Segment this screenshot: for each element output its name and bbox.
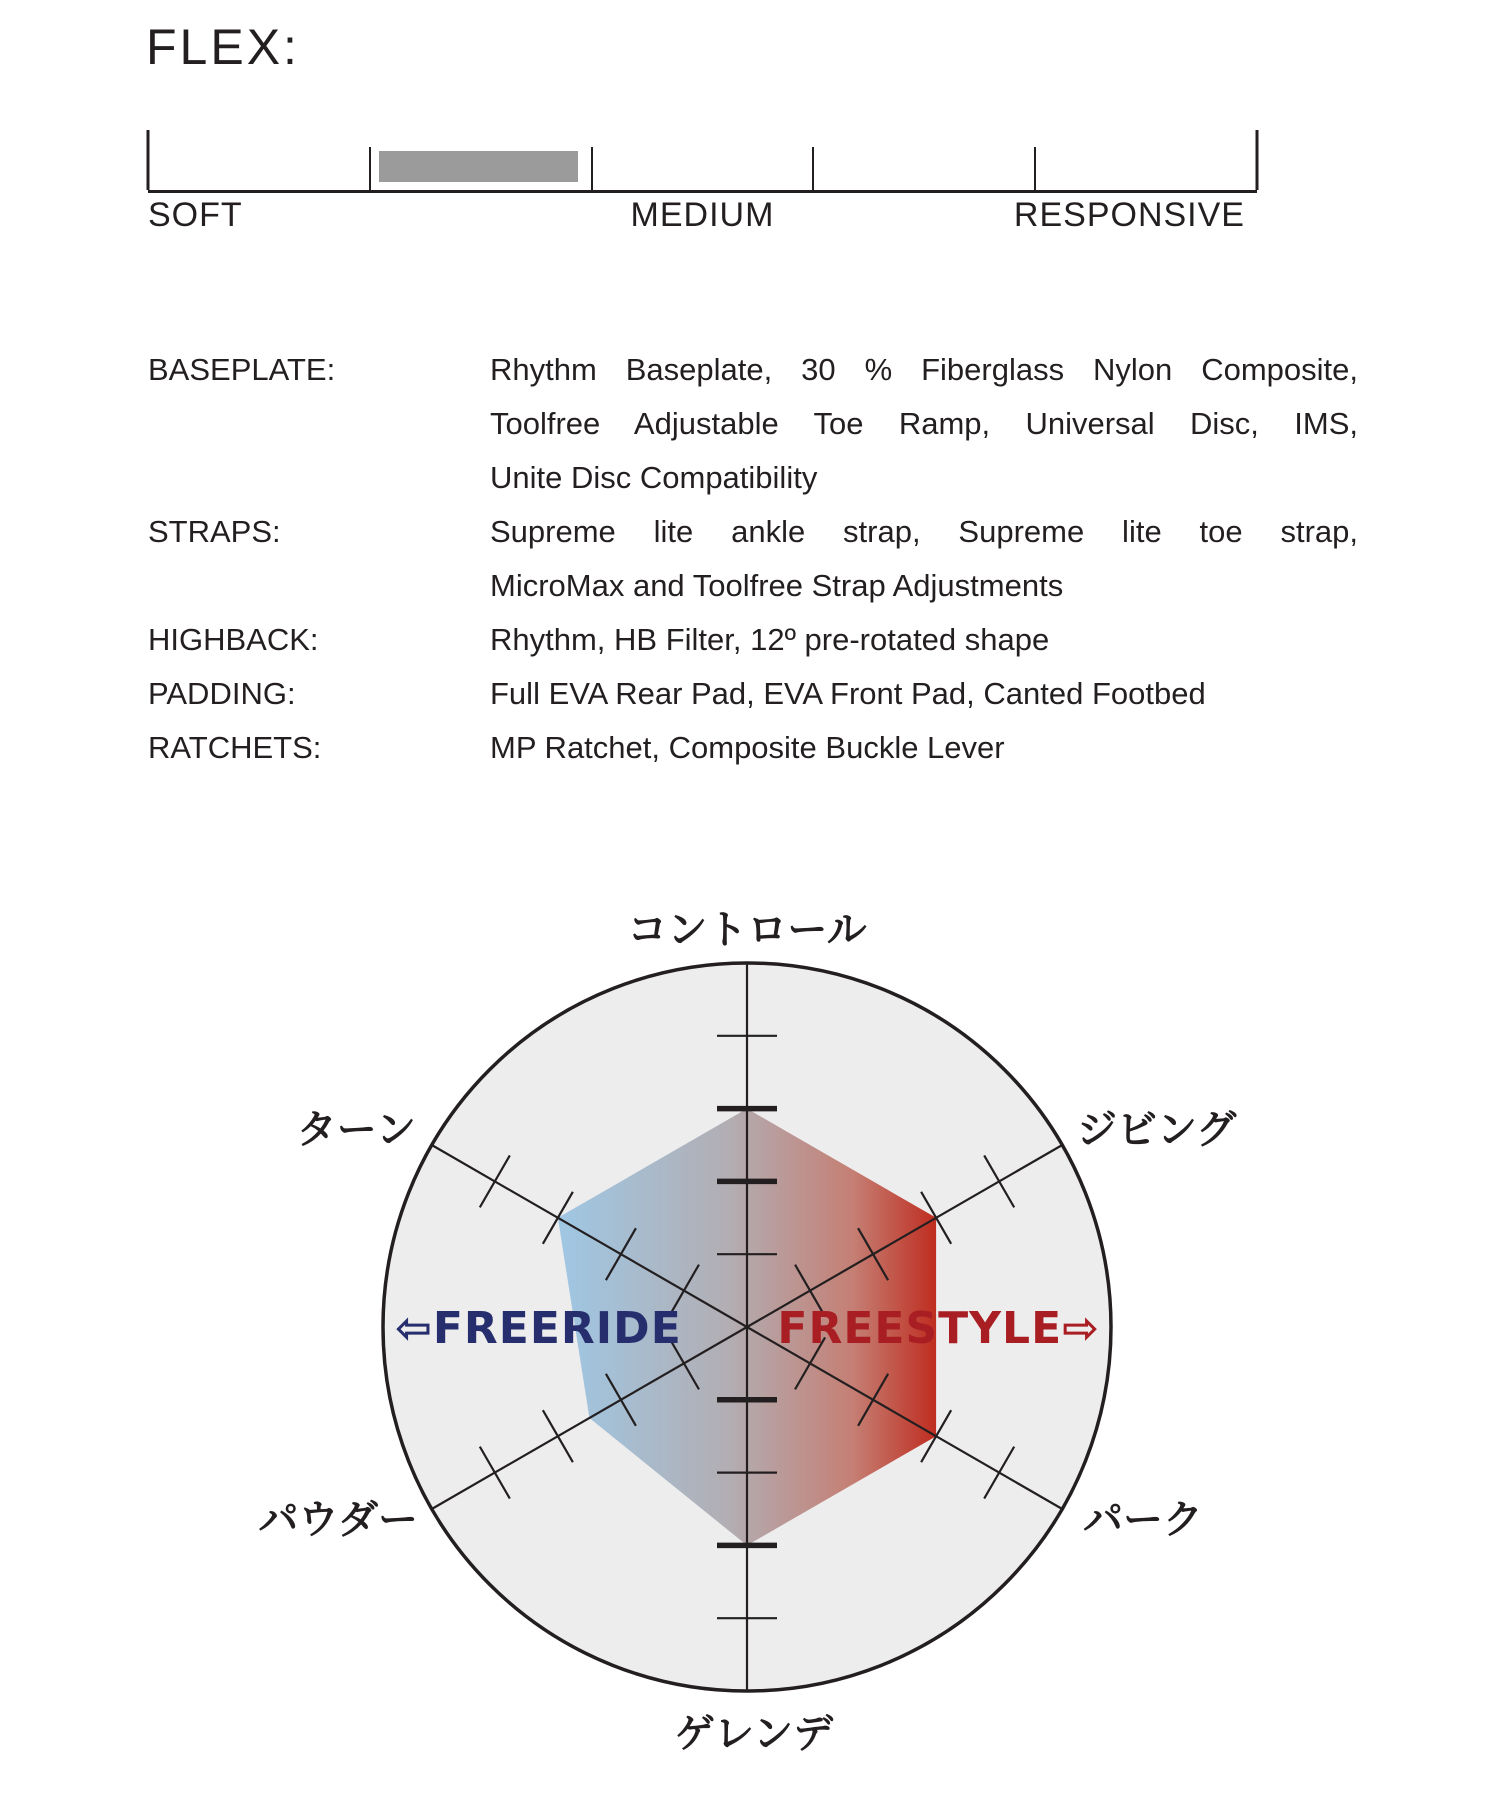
flex-title: FLEX:: [146, 19, 300, 75]
spec-label: HIGHBACK:: [148, 622, 319, 657]
spec-value-line: Toolfree Adjustable Toe Ramp, Universal Disc, IMS,: [490, 406, 1358, 441]
radar-category-label: パウダー: [258, 1497, 418, 1543]
freestyle-label: FREESTYLE⇨: [777, 1303, 1100, 1354]
spec-label: RATCHETS:: [148, 730, 322, 765]
spec-value-line: MicroMax and Toolfree Strap Adjustments: [490, 568, 1064, 603]
radar-category-label: ジビング: [1077, 1107, 1237, 1153]
flex-label-medium: MEDIUM: [630, 196, 775, 234]
freeride-label: ⇦FREERIDE: [395, 1303, 682, 1354]
spec-label: PADDING:: [148, 676, 296, 711]
spec-value-line: Full EVA Rear Pad, EVA Front Pad, Canted Footbed: [490, 676, 1206, 711]
spec-value-line: Rhythm Baseplate, 30 % Fiberglass Nylon Composite,: [490, 352, 1358, 387]
radar-category-label: ターン: [296, 1107, 416, 1153]
radar-category-label: パーク: [1083, 1497, 1203, 1543]
flex-label-responsive: RESPONSIVE: [1013, 196, 1245, 234]
spec-label: STRAPS:: [148, 514, 281, 549]
radar-category-label: ゲレンデ: [674, 1711, 834, 1757]
spec-value-line: MP Ratchet, Composite Buckle Lever: [490, 730, 1005, 765]
flex-label-soft: SOFT: [148, 196, 243, 234]
radar-category-label: コントロール: [627, 907, 867, 953]
spec-value-line: Unite Disc Compatibility: [490, 460, 818, 495]
spec-label: BASEPLATE:: [148, 352, 336, 387]
spec-value-line: Rhythm, HB Filter, 12º pre-rotated shape: [490, 622, 1050, 657]
spec-value-line: Supreme lite ankle strap, Supreme lite toe strap,: [490, 514, 1358, 549]
